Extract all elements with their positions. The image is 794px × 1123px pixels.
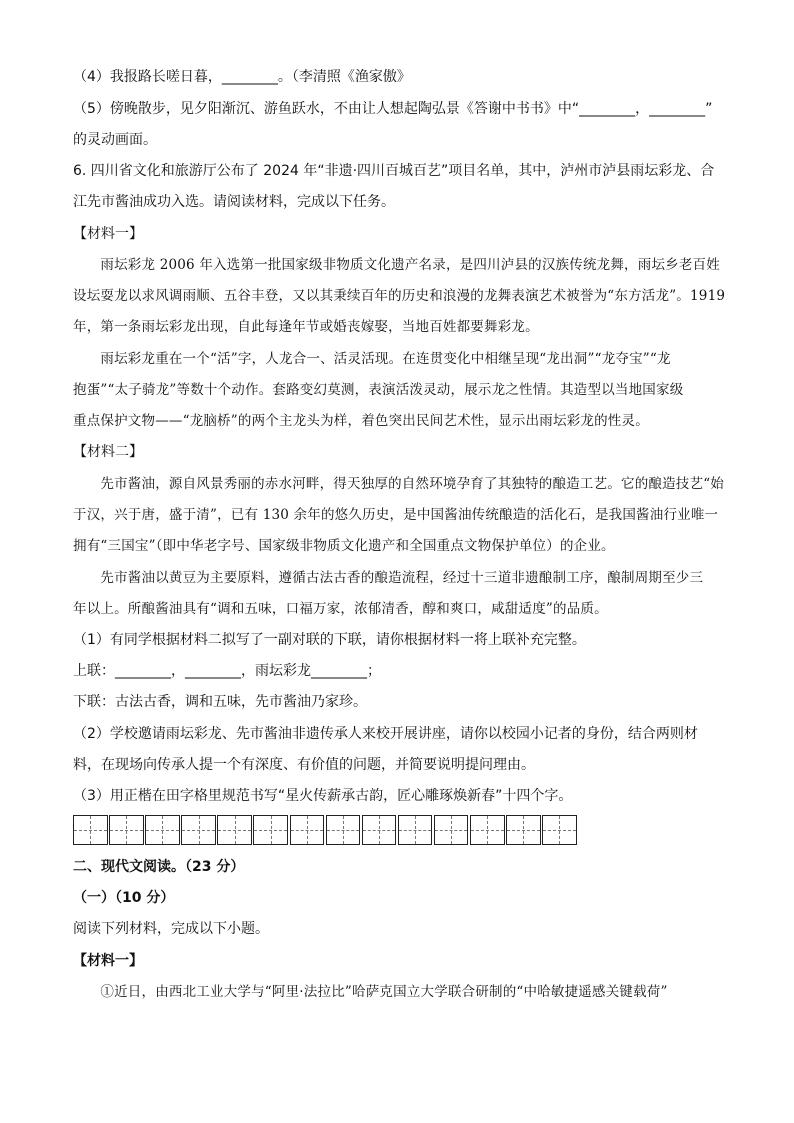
text-line-q6a: 6. 四川省文化和旅游厅公布了 2024 年“非遗·四川百城百艺”项目名单，其中，泸州市泸县雨坛彩龙、合 — [73, 163, 715, 179]
text-line-t1up: 上联：________，________，雨坛彩龙________； — [73, 663, 381, 679]
text-line-m1p1c: 年，第一条雨坛彩龙出现，自此每逢年节或婚丧嫁娶，当地百姓都要舞彩龙。 — [73, 319, 539, 335]
tianzige-cell[interactable] — [542, 815, 577, 845]
tianzige-cell[interactable] — [73, 815, 108, 845]
tianzige-cell[interactable] — [434, 815, 469, 845]
text-line-m2p1c: 拥有“三国宝”（即中华老字号、国家级非物质文化遗产和全国重点文物保护单位）的企业。 — [73, 538, 615, 554]
tianzige-cell[interactable] — [253, 815, 288, 845]
tianzige-cell[interactable] — [326, 815, 361, 845]
tianzige-cell[interactable] — [290, 815, 325, 845]
text-line-q4: （4）我报路长嗟日暮，________。（李清照《渔家傲》 — [73, 69, 411, 85]
text-line-m1p1b: 设坛耍龙以求风调雨顺、五谷丰登，又以其秉续百年的历史和浪漫的龙舞表演艺术被誉为“东方活龙”。1919 — [73, 288, 726, 304]
text-line-q6b: 江先市酱油成功入选。请阅读材料，完成以下任务。 — [73, 194, 395, 210]
text-line-t2b: 料，在现场向传承人提一个有深度、有价值的问题，并简要说明提问理由。 — [73, 757, 535, 773]
tianzige-grid — [73, 815, 578, 845]
text-line-q5a: （5）傍晚散步，见夕阳渐沉、游鱼跃水，不由让人想起陶弘景《答谢中书书》中“________，________” — [73, 101, 713, 117]
text-line-m2p1b: 于汉，兴于唐，盛于清”，已有 130 余年的悠久历史，是中国酱油传统酿造的活化石，是我国酱油行业唯一 — [73, 507, 719, 523]
text-line-m2: 【材料二】 — [73, 444, 143, 460]
text-line-m1p2b: 抱蛋”“太子骑龙”等数十个动作。套路变幻莫测，表演活泼灵动，展示龙之性情。其造型以当地国家级 — [73, 382, 684, 398]
tianzige-cell[interactable] — [362, 815, 397, 845]
text-line-p1: ①近日，由西北工业大学与“阿里·法拉比”哈萨克国立大学联合研制的“中哈敏捷遥感关键载荷” — [73, 984, 668, 1000]
tianzige-cell[interactable] — [470, 815, 505, 845]
text-line-m2p2a: 先市酱油以黄豆为主要原料，遵循古法古香的酿造流程，经过十三道非遗酿制工序，酿制周期至少三 — [73, 570, 704, 586]
tianzige-cell[interactable] — [145, 815, 180, 845]
text-line-t1down: 下联：古法古香，调和五味，先市酱油乃家珍。 — [73, 694, 367, 710]
text-line-q5b: 的灵动画面。 — [73, 132, 157, 148]
text-line-t3: （3）用正楷在田字格里规范书写“星火传薪承古韵，匠心雕琢焕新春”十四个字。 — [73, 788, 573, 804]
tianzige-cell[interactable] — [506, 815, 541, 845]
text-line-m2p1a: 先市酱油，源自风景秀丽的赤水河畔，得天独厚的自然环境孕育了其独特的酿造工艺。它的酿造技艺“始 — [73, 476, 725, 492]
tianzige-cell[interactable] — [398, 815, 433, 845]
text-line-m1p1a: 雨坛彩龙 2006 年入选第一批国家级非物质文化遗产名录，是四川泸县的汉族传统龙舞，雨坛乡老百姓 — [73, 257, 720, 273]
text-line-m1: 【材料一】 — [73, 226, 143, 242]
tianzige-cell[interactable] — [217, 815, 252, 845]
tianzige-cell[interactable] — [181, 815, 216, 845]
text-line-sec2: 二、现代文阅读。（23 分） — [73, 859, 245, 875]
text-line-m1p2c: 重点保护文物——“龙脑桥”的两个主龙头为样，着色突出民间艺术性，显示出雨坛彩龙的性灵。 — [73, 413, 649, 429]
text-line-m2p2b: 年以上。所酿酱油具有“调和五味，口福万家，浓郁清香，醇和爽口，咸甜适度”的品质。 — [73, 601, 608, 617]
text-line-t2a: （2）学校邀请雨坛彩龙、先市酱油非遗传承人来校开展讲座，请你以校园小记者的身份，结合两则材 — [73, 726, 698, 742]
text-line-sub1: （一）（10 分） — [73, 890, 175, 906]
text-line-m3: 【材料一】 — [73, 953, 143, 969]
text-line-m1p2a: 雨坛彩龙重在一个“活”字，人龙合一、活灵活现。在连贯变化中相继呈现“龙出洞”“龙夺宝”“龙 — [73, 351, 671, 367]
tianzige-cell[interactable] — [109, 815, 144, 845]
text-line-read: 阅读下列材料，完成以下小题。 — [73, 921, 269, 937]
text-line-t1: （1）有同学根据材料二拟写了一副对联的下联，请你根据材料一将上联补充完整。 — [73, 632, 586, 648]
